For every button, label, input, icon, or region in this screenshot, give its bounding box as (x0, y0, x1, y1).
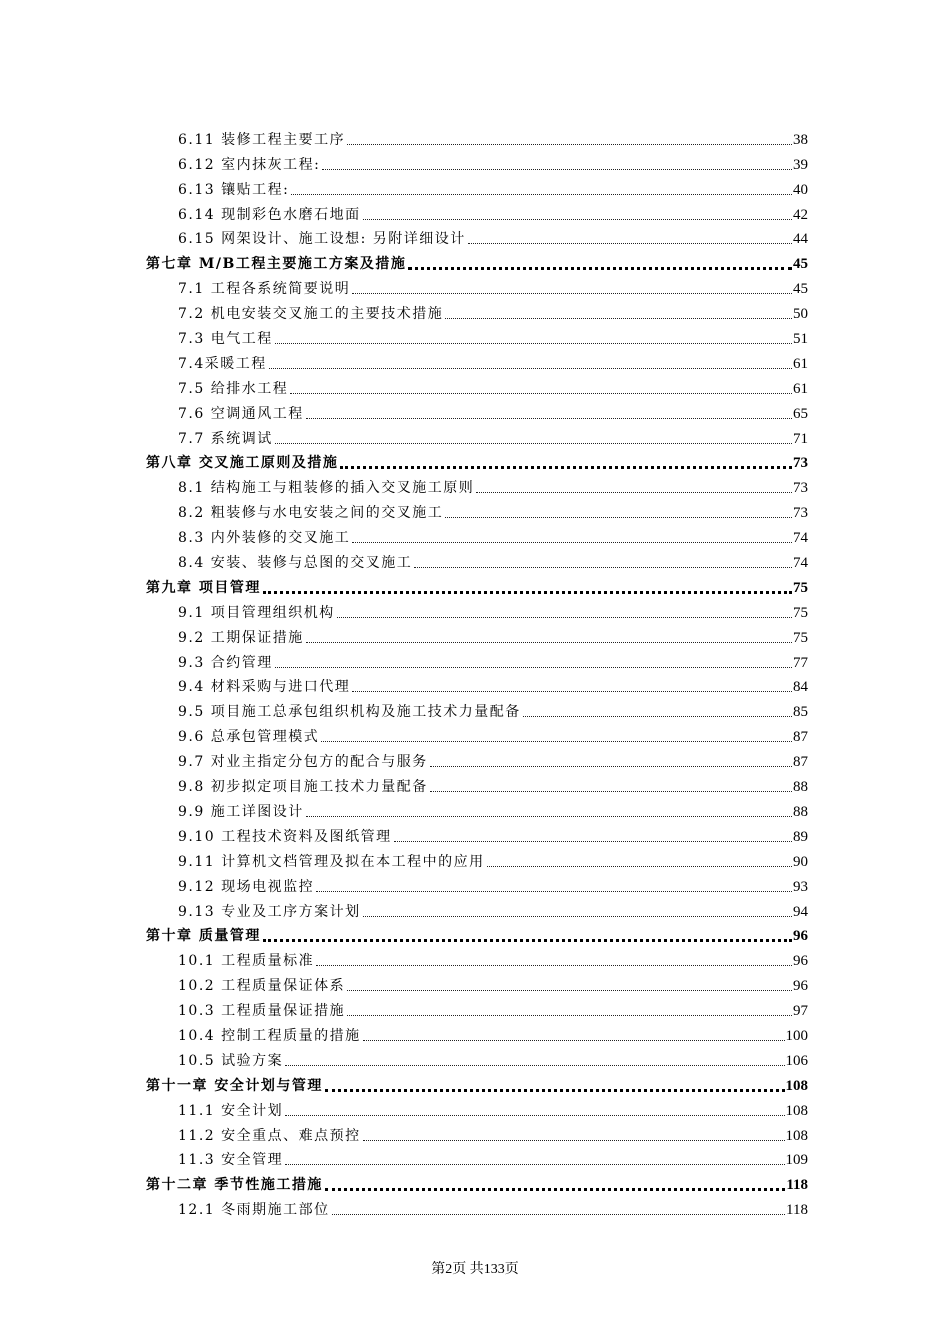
toc-entry-page-number: 109 (785, 1152, 808, 1169)
toc-section-entry[interactable] (146, 199, 808, 224)
toc-entry-title: 10.2 工程质量保证体系 (178, 978, 346, 995)
toc-dot-leader (275, 437, 792, 444)
toc-entry-page-number: 88 (793, 803, 808, 820)
toc-entry-page-number: 73 (793, 505, 808, 522)
toc-entry-title: 7.3 电气工程 (178, 331, 273, 348)
toc-section-entry[interactable] (146, 174, 808, 199)
toc-entry-title: 9.1 项目管理组织机构 (178, 604, 335, 621)
toc-section-entry[interactable] (146, 597, 808, 622)
toc-entry-page-number: 96 (793, 928, 808, 945)
toc-entry-page-number: 42 (793, 206, 808, 223)
toc-entry-page-number: 87 (793, 729, 808, 746)
toc-entry-title: 9.10 工程技术资料及图纸管理 (178, 828, 392, 845)
toc-entry-title: 9.8 初步拟定项目施工技术力量配备 (178, 779, 428, 796)
toc-entry-page-number: 118 (786, 1202, 808, 1219)
toc-dot-leader (487, 860, 792, 867)
toc-entry-title: 第十一章 安全计划与管理 (146, 1077, 323, 1094)
toc-section-entry[interactable] (146, 423, 808, 448)
toc-entry-title: 8.2 粗装修与水电安装之间的交叉施工 (178, 505, 444, 522)
toc-dot-leader (325, 1083, 785, 1092)
toc-chapter-entry[interactable] (146, 248, 808, 273)
toc-entry-page-number: 96 (793, 953, 808, 970)
toc-section-entry[interactable] (146, 1145, 808, 1170)
toc-dot-leader (340, 460, 792, 469)
toc-entry-page-number: 77 (793, 654, 808, 671)
toc-entry-page-number: 75 (793, 579, 808, 596)
toc-entry-title: 7.6 空调通风工程 (178, 405, 304, 422)
toc-entry-title: 7.2 机电安装交叉施工的主要技术措施 (178, 306, 444, 323)
toc-dot-leader (285, 1059, 784, 1066)
toc-section-entry[interactable] (146, 1120, 808, 1145)
toc-entry-page-number: 89 (793, 828, 808, 845)
toc-entry-page-number: 108 (785, 1077, 808, 1094)
toc-dot-leader (352, 685, 792, 692)
toc-section-entry[interactable] (146, 970, 808, 995)
toc-entry-title: 6.15 网架设计、施工设想: 另附详细设计 (178, 231, 466, 248)
toc-entry-title: 10.5 试验方案 (178, 1052, 284, 1069)
toc-entry-title: 10.3 工程质量保证措施 (178, 1003, 346, 1020)
toc-section-entry[interactable] (146, 472, 808, 497)
toc-entry-page-number: 88 (793, 779, 808, 796)
toc-section-entry[interactable] (146, 1194, 808, 1219)
toc-section-entry[interactable] (146, 149, 808, 174)
toc-section-entry[interactable] (146, 771, 808, 796)
toc-dot-leader (290, 387, 792, 394)
toc-entry-title: 8.3 内外装修的交叉施工 (178, 530, 351, 547)
toc-dot-leader (468, 237, 792, 244)
toc-dot-leader (523, 710, 792, 717)
toc-dot-leader (363, 1034, 785, 1041)
toc-dot-leader (316, 885, 792, 892)
toc-entry-title: 9.6 总承包管理模式 (178, 729, 320, 746)
toc-chapter-entry[interactable] (146, 448, 808, 473)
toc-dot-leader (321, 735, 792, 742)
toc-dot-leader (337, 611, 792, 618)
toc-section-entry[interactable] (146, 846, 808, 871)
toc-entry-page-number: 96 (793, 978, 808, 995)
toc-entry-title: 9.3 合约管理 (178, 654, 273, 671)
toc-section-entry[interactable] (146, 945, 808, 970)
toc-entry-title: 9.11 计算机文档管理及拟在本工程中的应用 (178, 853, 485, 870)
toc-entry-page-number: 45 (793, 256, 808, 273)
toc-dot-leader (363, 213, 792, 220)
toc-entry-page-number: 87 (793, 754, 808, 771)
toc-section-entry[interactable] (146, 348, 808, 373)
toc-entry-page-number: 65 (793, 405, 808, 422)
toc-entry-page-number: 106 (785, 1052, 808, 1069)
toc-entry-page-number: 85 (793, 704, 808, 721)
toc-entry-title: 第七章 M/B工程主要施工方案及措施 (146, 256, 407, 273)
toc-section-entry[interactable] (146, 497, 808, 522)
toc-dot-leader (352, 536, 792, 543)
toc-entry-title: 6.14 现制彩色水磨石地面 (178, 206, 361, 223)
toc-entry-page-number: 108 (785, 1102, 808, 1119)
toc-dot-leader (306, 412, 792, 419)
toc-dot-leader (363, 910, 792, 917)
toc-entry-title: 第八章 交叉施工原则及措施 (146, 455, 339, 472)
toc-section-entry[interactable] (146, 696, 808, 721)
toc-section-entry[interactable] (146, 124, 808, 149)
page-footer: 第2页 共133页 (431, 1262, 519, 1277)
toc-entry-page-number: 118 (786, 1177, 808, 1194)
toc-entry-title: 7.1 工程各系统简要说明 (178, 281, 351, 298)
toc-dot-leader (332, 1208, 785, 1215)
toc-entry-page-number: 44 (793, 231, 808, 248)
toc-entry-page-number: 108 (785, 1127, 808, 1144)
toc-section-entry[interactable] (146, 647, 808, 672)
toc-entry-page-number: 75 (793, 604, 808, 621)
toc-entry-title: 11.1 安全计划 (178, 1102, 284, 1119)
toc-dot-leader (347, 1009, 792, 1016)
toc-entry-page-number: 93 (793, 878, 808, 895)
toc-dot-leader (445, 511, 792, 518)
toc-dot-leader (275, 661, 792, 668)
toc-section-entry[interactable] (146, 398, 808, 423)
toc-dot-leader (352, 287, 792, 294)
toc-section-entry[interactable] (146, 224, 808, 249)
toc-entry-page-number: 61 (793, 355, 808, 372)
toc-section-entry[interactable] (146, 721, 808, 746)
toc-dot-leader (275, 337, 792, 344)
table-of-contents (146, 124, 808, 1219)
toc-entry-title: 9.5 项目施工总承包组织机构及施工技术力量配备 (178, 704, 521, 721)
toc-entry-title: 11.2 安全重点、难点预控 (178, 1127, 361, 1144)
toc-entry-title: 6.13 镶贴工程: (178, 181, 290, 198)
toc-section-entry[interactable] (146, 522, 808, 547)
toc-entry-page-number: 71 (793, 430, 808, 447)
toc-entry-title: 9.13 专业及工序方案计划 (178, 903, 361, 920)
toc-section-entry[interactable] (146, 1095, 808, 1120)
toc-section-entry[interactable] (146, 871, 808, 896)
toc-entry-title: 10.4 控制工程质量的措施 (178, 1027, 361, 1044)
toc-entry-title: 10.1 工程质量标准 (178, 953, 315, 970)
toc-dot-leader (263, 585, 792, 594)
toc-entry-page-number: 94 (793, 903, 808, 920)
toc-entry-page-number: 50 (793, 306, 808, 323)
toc-entry-title: 8.1 结构施工与粗装修的插入交叉施工原则 (178, 480, 475, 497)
toc-section-entry[interactable] (146, 746, 808, 771)
toc-entry-title: 9.2 工期保证措施 (178, 629, 304, 646)
toc-dot-leader (414, 561, 792, 568)
toc-chapter-entry[interactable] (146, 1169, 808, 1194)
toc-entry-page-number: 74 (793, 555, 808, 572)
toc-entry-page-number: 39 (793, 156, 808, 173)
toc-entry-title: 9.12 现场电视监控 (178, 878, 315, 895)
toc-section-entry[interactable] (146, 1045, 808, 1070)
toc-section-entry[interactable] (146, 298, 808, 323)
toc-section-entry[interactable] (146, 273, 808, 298)
toc-dot-leader (306, 636, 792, 643)
toc-dot-leader (445, 312, 792, 319)
toc-dot-leader (291, 188, 792, 195)
toc-entry-title: 6.12 室内抹灰工程: (178, 156, 321, 173)
toc-section-entry[interactable] (146, 896, 808, 921)
toc-dot-leader (430, 760, 792, 767)
toc-dot-leader (322, 163, 792, 170)
toc-entry-page-number: 61 (793, 380, 808, 397)
toc-entry-title: 8.4 安装、装修与总图的交叉施工 (178, 555, 413, 572)
toc-chapter-entry[interactable] (146, 1070, 808, 1095)
toc-entry-page-number: 40 (793, 181, 808, 198)
toc-entry-title: 6.11 装修工程主要工序 (178, 131, 346, 148)
toc-dot-leader (316, 959, 792, 966)
toc-dot-leader (476, 486, 792, 493)
toc-section-entry[interactable] (146, 796, 808, 821)
toc-chapter-entry[interactable] (146, 572, 808, 597)
toc-entry-page-number: 97 (793, 1003, 808, 1020)
toc-entry-title: 第十二章 季节性施工措施 (146, 1177, 323, 1194)
toc-entry-title: 7.4采暖工程 (178, 355, 267, 372)
toc-entry-page-number: 84 (793, 679, 808, 696)
toc-entry-title: 9.9 施工详图设计 (178, 803, 304, 820)
toc-section-entry[interactable] (146, 323, 808, 348)
toc-entry-page-number: 38 (793, 131, 808, 148)
toc-chapter-entry[interactable] (146, 921, 808, 946)
toc-entry-page-number: 51 (793, 331, 808, 348)
toc-dot-leader (285, 1158, 784, 1165)
toc-dot-leader (347, 984, 792, 991)
toc-dot-leader (263, 933, 792, 942)
toc-dot-leader (269, 362, 792, 369)
toc-entry-title: 9.7 对业主指定分包方的配合与服务 (178, 754, 428, 771)
toc-entry-title: 第十章 质量管理 (146, 928, 261, 945)
toc-entry-title: 11.3 安全管理 (178, 1152, 284, 1169)
toc-entry-page-number: 73 (793, 455, 808, 472)
toc-entry-page-number: 100 (785, 1027, 808, 1044)
toc-section-entry[interactable] (146, 1020, 808, 1045)
toc-entry-title: 7.5 给排水工程 (178, 380, 289, 397)
toc-dot-leader (430, 785, 792, 792)
toc-entry-title: 第九章 项目管理 (146, 579, 261, 596)
toc-dot-leader (394, 835, 792, 842)
toc-entry-page-number: 74 (793, 530, 808, 547)
toc-section-entry[interactable] (146, 547, 808, 572)
toc-section-entry[interactable] (146, 995, 808, 1020)
toc-dot-leader (408, 261, 792, 270)
toc-entry-page-number: 73 (793, 480, 808, 497)
toc-section-entry[interactable] (146, 373, 808, 398)
toc-dot-leader (285, 1109, 784, 1116)
toc-section-entry[interactable] (146, 622, 808, 647)
toc-dot-leader (347, 138, 792, 145)
toc-section-entry[interactable] (146, 821, 808, 846)
toc-entry-title: 9.4 材料采购与进口代理 (178, 679, 351, 696)
toc-dot-leader (306, 810, 792, 817)
toc-entry-title: 7.7 系统调试 (178, 430, 273, 447)
toc-entry-page-number: 75 (793, 629, 808, 646)
toc-entry-page-number: 90 (793, 853, 808, 870)
toc-entry-title: 12.1 冬雨期施工部位 (178, 1202, 330, 1219)
toc-dot-leader (363, 1134, 785, 1141)
toc-entry-page-number: 45 (793, 281, 808, 298)
toc-dot-leader (325, 1182, 785, 1191)
toc-section-entry[interactable] (146, 672, 808, 697)
